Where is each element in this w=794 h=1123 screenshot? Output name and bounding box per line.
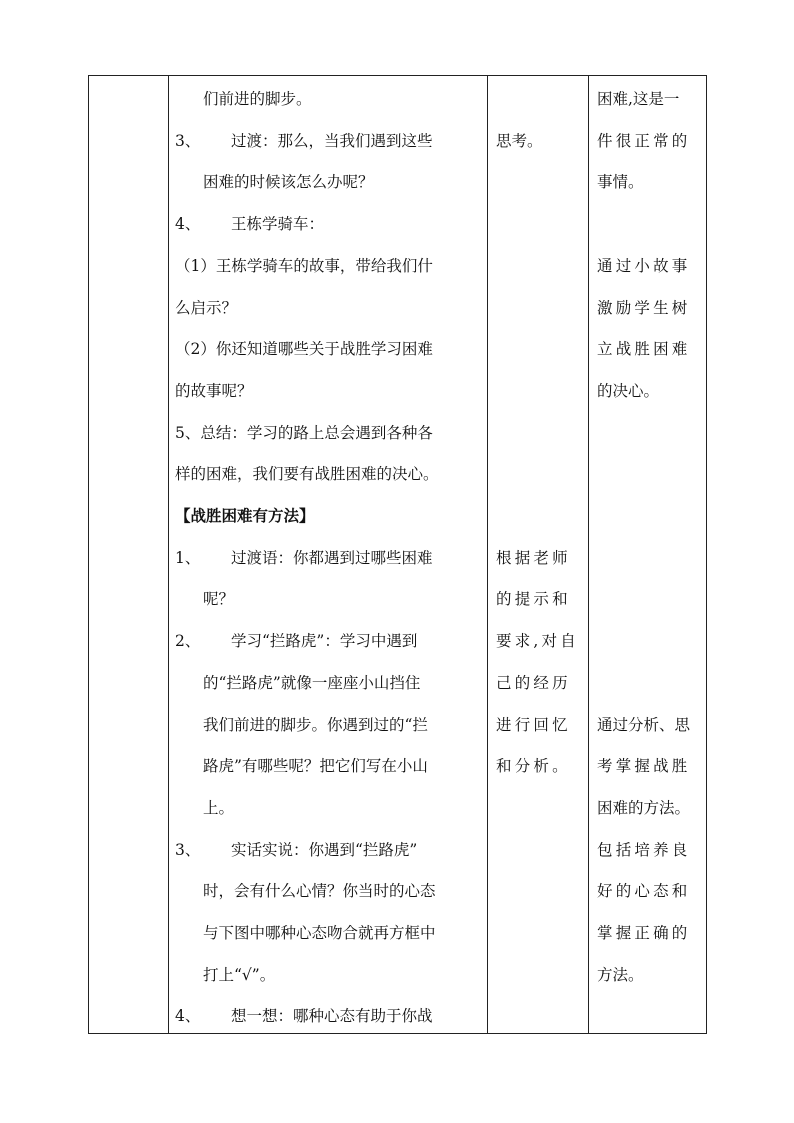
text-line [175,161,485,203]
item-text: 上。 [203,798,235,817]
item-text: （2）你还知道哪些关于战胜学习困难 [175,340,433,359]
intent-text-line: 方法。 [597,965,644,984]
section-heading: 【战胜困难有方法】 [175,506,315,525]
lesson-plan-table [88,75,707,1034]
intent-text-line: 好的心态和 [597,882,691,901]
column-divider [168,76,169,1033]
intent-text-line: 通过小故事 [597,256,691,275]
teacher-activity-column [175,76,485,1033]
student-activity-column [496,76,586,1033]
item-text: 的故事呢？ [175,381,253,400]
text-line [175,787,485,829]
column-divider [588,76,589,1033]
text-line [175,537,485,579]
text-line [175,870,485,912]
intent-text-line: 事情。 [597,173,644,192]
student-text-line: 思考。 [496,131,543,150]
text-line [175,203,485,245]
column-divider [487,76,488,1033]
intent-text-line: 通过分析、思 [597,715,691,734]
intent-text-line: 的决心。 [597,381,660,400]
student-text-line: 进行回忆 [496,715,571,734]
item-number: 3、 [175,840,201,859]
item-text: 我们前进的脚步。你遇到过的“拦 [203,715,428,734]
text-line [175,912,485,954]
item-text: 5、总结：学习的路上总会遇到各种各 [175,423,433,442]
intent-text-line: 困难,这是一 [597,90,680,108]
item-text: 过渡：那么，当我们遇到这些 [231,131,433,150]
intent-text-line: 困难的方法。 [597,798,691,817]
item-text: 学习“拦路虎”：学习中遇到 [231,632,418,651]
intent-text-line: 件很正常的 [597,131,691,150]
text-line [175,78,485,120]
item-text: 王栋学骑车： [231,215,325,234]
text-line [175,829,485,871]
text-line [175,412,485,454]
item-text: 与下图中哪种心态吻合就再方框中 [203,924,436,942]
item-number: 4、 [175,1007,201,1026]
text-line [175,328,485,370]
item-text: 么启示？ [175,298,238,317]
text-line [175,578,485,620]
text-line [175,245,485,287]
item-text: 路虎”有哪些呢？把它们写在小山 [203,757,428,776]
item-text: 的“拦路虎”就像一座座小山挡住 [203,673,421,692]
item-text: 时，会有什么心情？你当时的心态 [203,882,436,901]
intent-text-line: 掌握正确的 [597,924,691,942]
student-text-line: 根据老师 [496,548,571,567]
text-line [175,704,485,746]
student-text-line: 要求,对自 [496,632,579,651]
blank-column [89,76,168,1033]
item-text: 打上“√”。 [203,965,276,984]
text-line [175,662,485,704]
item-number: 1、 [175,548,201,567]
item-number: 3、 [175,131,201,150]
item-text: 呢？ [203,590,235,609]
item-number: 2、 [175,632,201,651]
intent-text-line: 立战胜困难 [597,340,691,359]
text-line [175,287,485,329]
text-line [175,745,485,787]
item-text: 过渡语：你都遇到过哪些困难 [231,548,433,567]
design-intent-column [597,76,705,1033]
intent-text-line: 包括培养良 [597,840,691,859]
text-line [175,370,485,412]
student-text-line: 的提示和 [496,590,571,609]
item-text: 样的困难，我们要有战胜困难的决心。 [175,465,439,484]
text-line [175,453,485,495]
item-text: 实话实说：你遇到“拦路虎” [231,840,418,859]
student-text-line: 和分析。 [496,757,571,776]
item-text: 困难的时候该怎么办呢？ [203,173,374,192]
text-line [175,495,485,537]
item-text: 想一想：哪种心态有助于你战 [231,1007,433,1026]
intent-text-line: 考掌握战胜 [597,757,691,776]
text-line [175,620,485,662]
text-line [175,995,485,1037]
item-number: 4、 [175,215,201,234]
item-text: （1）王栋学骑车的故事，带给我们什 [175,256,433,275]
item-text: 们前进的脚步。 [203,90,312,108]
text-line [175,120,485,162]
intent-text-line: 激励学生树 [597,298,691,317]
text-line [175,954,485,996]
student-text-line: 己的经历 [496,673,571,692]
